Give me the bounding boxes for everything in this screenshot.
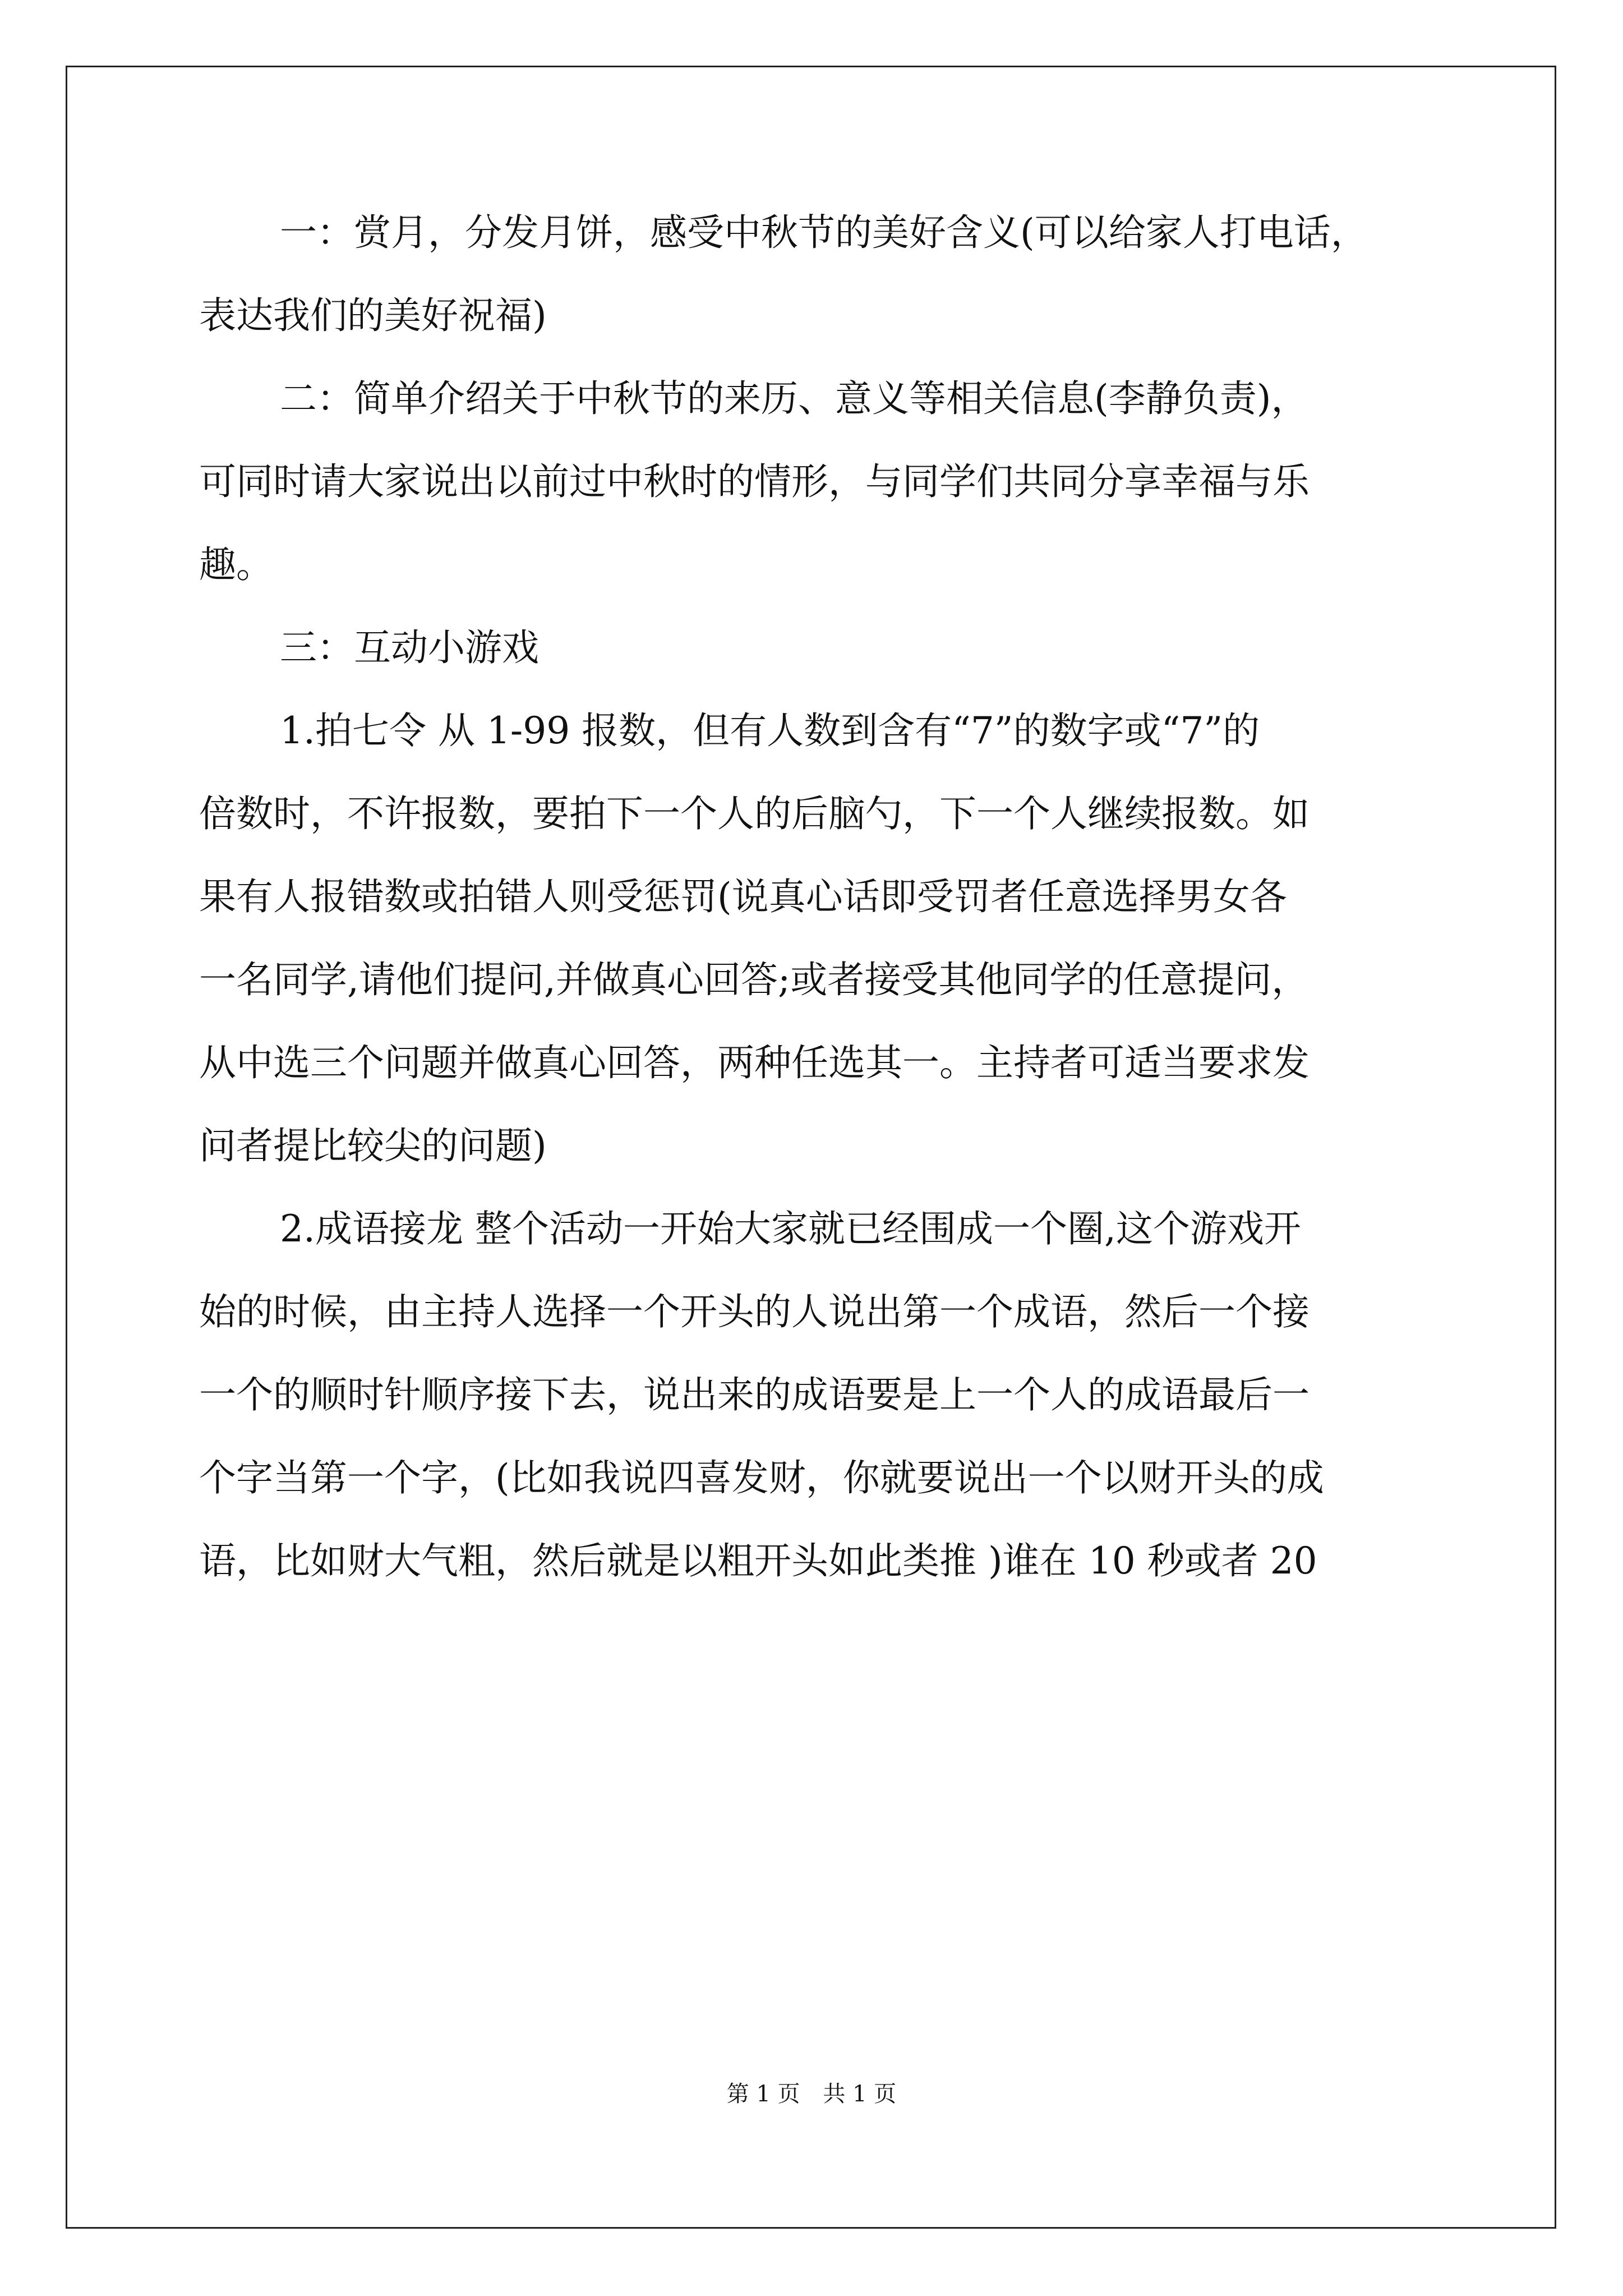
page-number: 第 1 页 <box>726 2081 800 2107</box>
text-line: 始的时候，由主持人选择一个开头的人说出第一个成语，然后一个接 <box>199 1290 1310 1333</box>
text-line: 一个的顺时针顺序接下去，说出来的成语要是上一个人的成语最后一 <box>199 1373 1310 1416</box>
page-total: 共 1 页 <box>823 2081 897 2107</box>
text-line: 三：互动小游戏 <box>280 626 539 669</box>
text-line: 语，比如财大气粗，然后就是以粗开头如此类推 )谁在 10 秒或者 20 <box>199 1539 1317 1582</box>
text-line: 一：赏月，分发月饼，感受中秋节的美好含义(可以给家人打电话， <box>280 211 1368 254</box>
text-line: 个字当第一个字，(比如我说四喜发财，你就要说出一个以财开头的成 <box>199 1456 1324 1499</box>
text-line: 二：简单介绍关于中秋节的来历、意义等相关信息(李静负责)， <box>280 377 1308 420</box>
text-line: 趣。 <box>199 543 273 586</box>
text-line: 可同时请大家说出以前过中秋时的情形，与同学们共同分享幸福与乐 <box>199 460 1310 503</box>
page-footer <box>0 2080 1623 2108</box>
text-line: 倍数时，不许报数，要拍下一个人的后脑勺，下一个人继续报数。如 <box>199 792 1310 835</box>
text-line: 1.拍七令 从 1-99 报数，但有人数到含有“7”的数字或“7”的 <box>280 709 1260 752</box>
text-line: 从中选三个问题并做真心回答，两种任选其一。主持者可适当要求发 <box>199 1041 1310 1084</box>
text-line: 果有人报错数或拍错人则受惩罚(说真心话即受罚者任意选择男女各 <box>199 875 1287 918</box>
text-line: 问者提比较尖的问题) <box>199 1124 547 1167</box>
text-line: 表达我们的美好祝福) <box>199 294 547 337</box>
text-line: 一名同学,请他们提问,并做真心回答;或者接受其他同学的任意提问， <box>199 958 1309 1001</box>
text-line: 2.成语接龙 整个活动一开始大家就已经围成一个圈,这个游戏开 <box>280 1207 1301 1250</box>
